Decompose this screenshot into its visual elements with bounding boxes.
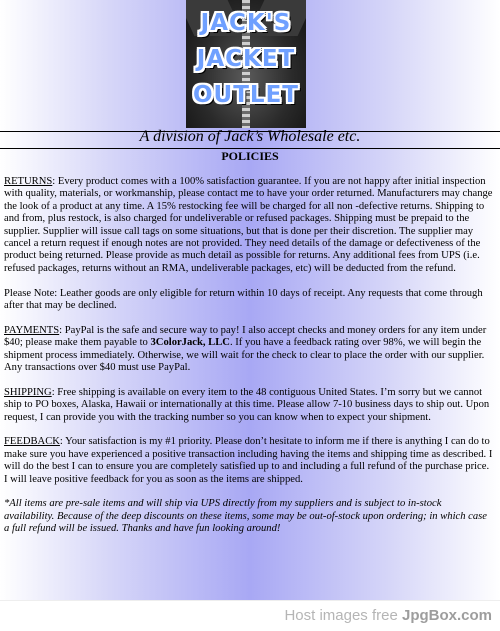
image-host-footer: [0, 600, 500, 631]
leather-note-paragraph: Please Note: Leather goods are only eligible for return within 10 days of receipt. Any requests that come through after that may be declined.: [4, 287, 483, 312]
shipping-body: : Free shipping is available on every item to the 48 contiguous United States. I’m sorry but we cannot ship to PO boxes, Alaska, Hawaii or internationally at this time. Please allow 7-10 business days to ship out. Upon request, I can provide you with the tracking number so you can know when to expect your shipment.: [4, 386, 490, 423]
feedback-paragraph: [4, 436, 494, 486]
shipping-heading: SHIPPING: [4, 386, 52, 398]
payments-body-start: : PayPal is the safe and secure way to pay! I also accept checks and money orders for any item under $40; please make them payable to: [4, 324, 487, 349]
host-text: Host images free: [284, 607, 402, 624]
logo-word-2: JACKET: [196, 46, 296, 72]
payments-body-end: . If you have a feedback rating over 98%, we will begin the shipment process immediately. Otherwise, we will wait for the check to clear to place the order with our supplier. Any transactions over $40 must use PayPal.: [4, 337, 485, 374]
feedback-heading: FEEDBACK: [4, 436, 60, 448]
payments-payee: 3ColorJack, LLC: [150, 337, 230, 349]
payments-heading: PAYMENTS: [4, 324, 60, 336]
returns-heading: RETURNS: [4, 176, 53, 187]
returns-paragraph: [4, 176, 494, 275]
tagline: A division of Jack’s Wholesale etc.: [139, 128, 361, 145]
logo-word-1: JACK'S: [200, 10, 292, 36]
feedback-body: : Your satisfaction is my #1 priority. Please don’t hesitate to inform me if there is anything I can do to make sure you have experienced a positive transaction including having the items and shipping time as described. I will do the best I can to ensure you are completely satisfied up to and including a full refund of the purchase price. I will leave positive feedback for you as soon as the items are shipped.: [4, 436, 493, 485]
page-title: POLICIES: [221, 149, 279, 163]
payments-paragraph: [4, 325, 494, 375]
policy-content: [4, 176, 494, 548]
shipping-paragraph: [4, 387, 494, 424]
returns-body: : Every product comes with a 100% satisfaction guarantee. If you are not happy after initial inspection with quality, materials, or workmanship, please contact me to have your order returned. Manufacturers may change the look of a product at any time. A 15% restocking fee will be charged for all non -defective returns. Shipping to and from, plus restock, is also charged for undeliverable or refused packages. Shipping must be prepaid to the supplier. Supplier will issue call tags on some situations, but that is done per their discretion. The supplier may cancel a return request if enough notes are not provided. They need details of the damage or defectiveness of the product being returned. Please provide as much detail as possible for returns. Any additional fees from UPS (i.e. refused packages, returns without an RMA, undeliverable packages, etc) will be deducted from the refund.: [4, 176, 493, 274]
footnote-paragraph: *All items are pre-sale items and will ship via UPS directly from my suppliers and is subject to in-stock availability. Because of the deep discounts on these items, some may be out-of-stock upon ordering; in which case a full refund will be issued. Thanks and have fun looking around!: [4, 498, 487, 535]
logo-word-3: OUTLET: [193, 82, 299, 108]
host-link[interactable]: [284, 607, 492, 624]
host-brand: JpgBox.com: [401, 607, 492, 624]
jacks-jacket-outlet-logo: [186, 0, 306, 128]
